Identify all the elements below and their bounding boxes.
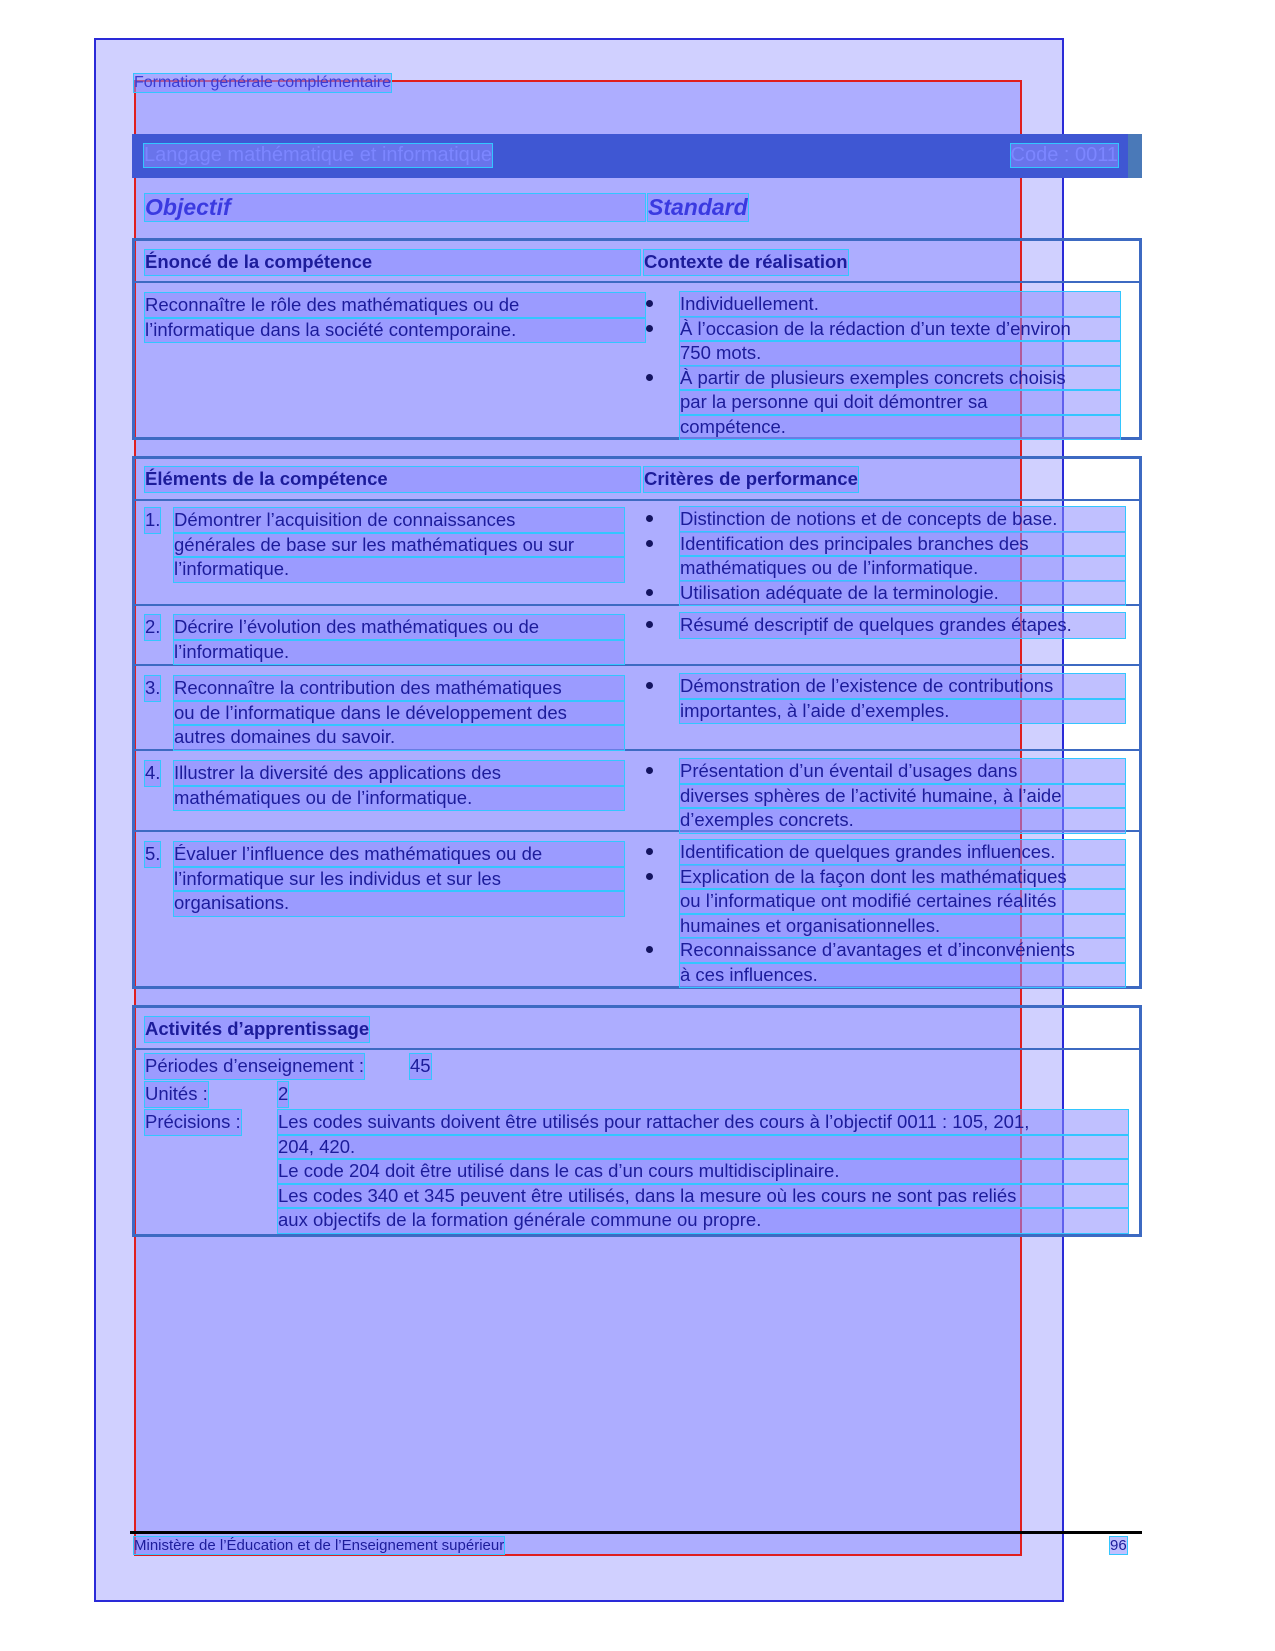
element-line: autres domaines du savoir. [174,725,624,750]
criterion-line: Résumé descriptif de quelques grandes étapes. [680,613,1125,638]
precision-line: Les codes suivants doivent être utilisés pour rattacher des cours à l’objectif 0011 : 105, 201, [278,1110,1128,1135]
bullet-icon [646,325,653,332]
criterion-line: d’exemples concrets. [680,808,1125,833]
context-line: compétence. [680,415,1120,440]
criterion-item [680,613,1125,638]
footer-rule [130,1531,1142,1534]
element-line: mathématiques ou de l’informatique. [174,786,624,811]
element-text [174,615,624,664]
criterion-item [680,840,1125,865]
bullet-icon [646,873,653,880]
objective-title: Objectif [145,194,645,221]
bullet-icon [646,374,653,381]
elements-heading: Éléments de la compétence [145,467,640,492]
criterion-item [680,674,1125,723]
bullet-icon [646,589,653,596]
page-number: 96 [1110,1537,1127,1554]
context-line: À partir de plusieurs exemples concrets choisis [680,366,1120,391]
element-line: ou de l’informatique dans le développement des [174,701,624,726]
element-text [174,676,624,750]
context-item [680,317,1120,366]
precision-line: Les codes 340 et 345 peuvent être utilisés, dans la mesure où les cours ne sont pas reliés [278,1184,1128,1209]
criterion-line: mathématiques ou de l’informatique. [680,556,1125,581]
criterion-line: Identification de quelques grandes influences. [680,840,1125,865]
criterion-line: Explication de la façon dont les mathématiques [680,865,1125,890]
criterion-line: humaines et organisationnelles. [680,914,1125,939]
criterion-line: Utilisation adéquate de la terminologie. [680,581,1125,606]
context-item [680,292,1120,317]
criterion-item [680,581,1125,606]
criteria-list [680,613,1125,638]
element-text [174,842,624,916]
context-line: par la personne qui doit démontrer sa [680,390,1120,415]
competence-statement [145,293,645,342]
context-line: Individuellement. [680,292,1120,317]
element-line: l’informatique sur les individus et sur les [174,867,624,892]
course-code: Code : 0011 [1010,144,1118,166]
title-bar [132,134,1142,178]
footer-ministry: Ministère de l’Éducation et de l’Enseignement supérieur [134,1537,505,1554]
context-heading: Contexte de réalisation [644,250,848,275]
context-line: 750 mots. [680,341,1120,366]
criterion-line: Identification des principales branches des [680,532,1125,557]
bullet-icon [646,848,653,855]
element-number: 2. [145,615,160,640]
element-number: 3. [145,676,160,701]
competence-line: l’informatique dans la société contemporaine. [145,318,645,343]
criterion-line: ou l’informatique ont modifié certaines réalités [680,889,1125,914]
standard-title: Standard [648,194,748,220]
bullet-icon [646,515,653,522]
element-line: Décrire l’évolution des mathématiques ou de [174,615,624,640]
criteria-list [680,674,1125,723]
criterion-line: diverses sphères de l’activité humaine, à l’aide [680,784,1125,809]
precision-line: Le code 204 doit être utilisé dans le cas d’un cours multidisciplinaire. [278,1159,1128,1184]
units-value: 2 [278,1082,288,1107]
element-line: générales de base sur les mathématiques ou sur [174,533,624,558]
criterion-item [680,532,1125,581]
element-line: Illustrer la diversité des applications des [174,761,624,786]
criterion-line: Distinction de notions et de concepts de base. [680,507,1125,532]
element-line: l’informatique. [174,557,624,582]
element-line: Évaluer l’influence des mathématiques ou de [174,842,624,867]
criteria-list [680,507,1125,605]
criteria-list [680,759,1125,833]
criterion-item [680,507,1125,532]
context-item [680,366,1120,440]
element-number: 4. [145,761,160,786]
criterion-line: Démonstration de l’existence de contributions [680,674,1125,699]
activities-heading: Activités d’apprentissage [145,1017,369,1042]
element-text [174,508,624,582]
bullet-icon [646,767,653,774]
criterion-line: Reconnaissance d’avantages et d’inconvénients [680,938,1125,963]
bullet-icon [646,682,653,689]
course-title: Langage mathématique et informatique [144,144,493,166]
units-label: Unités : [145,1082,208,1107]
precision-line: 204, 420. [278,1135,1128,1160]
divider [132,499,1142,501]
criterion-line: à ces influences. [680,963,1125,988]
element-line: organisations. [174,891,624,916]
element-number: 1. [145,508,160,533]
periods-label: Périodes d’enseignement : [145,1054,364,1079]
competence-line: Reconnaître le rôle des mathématiques ou de [145,293,645,318]
element-line: Démontrer l’acquisition de connaissances [174,508,624,533]
criterion-line: Présentation d’un éventail d’usages dans [680,759,1125,784]
program-header: Formation générale complémentaire [134,74,392,91]
precisions-text [278,1110,1128,1233]
divider [132,1048,1142,1050]
bullet-icon [646,300,653,307]
context-list [680,292,1120,439]
criterion-item [680,938,1125,987]
precision-line: aux objectifs de la formation générale commune ou propre. [278,1208,1128,1233]
criteria-list [680,840,1125,987]
criterion-item [680,865,1125,939]
periods-value: 45 [410,1054,431,1079]
criterion-line: importantes, à l’aide d’exemples. [680,699,1125,724]
element-number: 5. [145,842,160,867]
divider [132,281,1142,283]
precisions-label: Précisions : [145,1110,241,1135]
element-text [174,761,624,810]
divider [132,664,1142,666]
element-line: l’informatique. [174,640,624,665]
criterion-item [680,759,1125,833]
element-line: Reconnaître la contribution des mathématiques [174,676,624,701]
bullet-icon [646,946,653,953]
competence-heading: Énoncé de la compétence [145,250,640,275]
criteria-heading: Critères de performance [644,467,858,492]
context-line: À l’occasion de la rédaction d’un texte d’environ [680,317,1120,342]
bullet-icon [646,621,653,628]
bullet-icon [646,540,653,547]
